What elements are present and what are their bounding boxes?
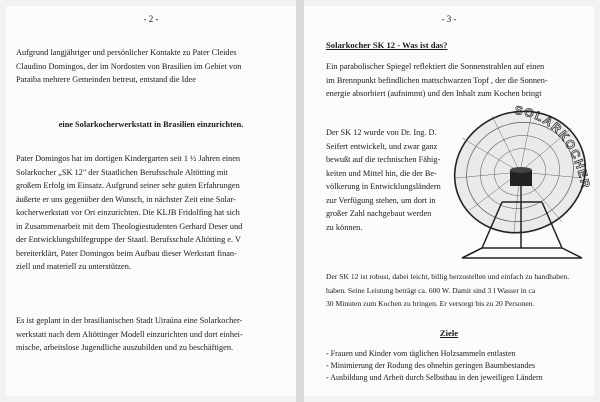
intro-line: Claudino Domingos, der im Nordosten von Brasilien im Gebiet von — [16, 61, 242, 71]
intro-line: energie absorbiert (aufnimmt) und den Inhalt zum Kochen bringt — [326, 89, 542, 98]
side-line: Der SK 12 wurde von Dr. Ing. D. — [326, 128, 437, 137]
side-line: völkerung in Entwicklungsländern — [326, 182, 441, 191]
figure-label-svg — [504, 102, 594, 212]
kindergarten-paragraph — [16, 152, 242, 274]
plan-paragraph — [16, 314, 243, 355]
paragraph-line: haben. Seine Leistung beträgt ca. 600 W. Damit sind 3 l Wasser in ca — [326, 285, 536, 295]
right-page — [304, 6, 594, 396]
robust-paragraph — [326, 270, 569, 311]
ziele-list — [326, 348, 543, 384]
page-number-left: - 2 - — [143, 14, 159, 24]
list-item: - Frauen und Kinder vom täglichen Holzsammeln entlasten — [326, 349, 516, 358]
intro-line: Paraiba mehrere Gemeinden betreut, entstand die Idee — [16, 75, 196, 84]
paragraph-line: großem Erfolg im Einsatz. Aufgrund seiner sehr guten Erfahrungen — [16, 181, 240, 190]
intro-paragraph — [16, 46, 241, 87]
paragraph-line: Pater Domingos hat im dortigen Kindergarten seit 1 ½ Jahren einen — [16, 154, 241, 163]
intro-line: Ein parabolischer Spiegel reflektiert die Sonnenstrahlen auf einen — [326, 62, 545, 71]
left-page — [6, 6, 296, 396]
intro-paragraph-right — [326, 60, 548, 101]
book-gutter — [296, 0, 304, 402]
intro-line: Aufgrund langjähriger und persönlicher Kontakte zu Pater Cleides — [16, 48, 237, 57]
side-line: bewußt auf die technischen Fähig- — [326, 155, 441, 164]
list-item: - Ausbildung und Arbeit durch Selbstbau in den jeweiligen Ländern — [326, 373, 543, 382]
paragraph-line: kocherwerkstatt vor Ort einzurichten. Die KLJB Fridolfing hat sich — [16, 208, 240, 217]
svg-text:SOLARKOCHER — [514, 103, 593, 190]
intro-line: im Brennpunkt befindlichen mattschwarzen Topf , der die Sonnen- — [326, 75, 548, 85]
list-item: - Minimierung der Rodung des ohnehin geringen Baumbestandes — [326, 361, 536, 370]
paragraph-line: der Entwicklungshilfegruppe der Staatl. Berufsschule Altötting e. V — [16, 235, 241, 244]
idea-heading: eine Solarkocherwerkstatt in Brasilien einzurichten. — [58, 120, 244, 129]
paragraph-line: mische, arbeitslose Jugendliche auszubilden und zu beschäftigen. — [16, 343, 234, 352]
paragraph-line: bereiterklärt, Pater Domingos beim Aufbau dieser Werkstatt finan- — [16, 248, 237, 258]
paragraph-line: Es ist geplant in der brasilianischen Stadt Uiraúna eine Solarkocher- — [16, 316, 243, 325]
paragraph-line: ziell und materiell zu unterstützen. — [16, 262, 131, 271]
figure-label: SOLARKOCHER — [513, 103, 593, 191]
side-line: zu können. — [326, 222, 363, 232]
side-line: keiten und Mittel hin, die der Be- — [326, 168, 437, 178]
section-heading: Solarkocher SK 12 - Was ist das? — [326, 40, 448, 50]
paragraph-line: äußerte er uns gegenüber den Wunsch, in nächster Zeit eine Solar- — [16, 194, 236, 204]
paragraph-line: 30 Minuten zum Kochen zu bringen. Er versorgt bis zu 20 Personen. — [326, 299, 535, 308]
side-paragraph — [326, 126, 441, 234]
side-line: Seifert entwickelt, und zwar ganz — [326, 141, 438, 151]
paragraph-line: in Zusammenarbeit mit dem Theologiestudenten Gerhard Deser und — [16, 221, 243, 231]
side-line: zur Verfügung stehen, um dort in — [326, 195, 436, 205]
paragraph-line: Solarkocher „SK 12" der Staatlichen Berufsschule Altötting mit — [16, 167, 228, 177]
side-line: großer Zahl nachgebaut werden — [326, 209, 432, 218]
ziele-heading: Ziele — [439, 328, 459, 338]
paragraph-line: Der SK 12 ist robust, dabei leicht, billig herzustellen und einfach zu handhaben. — [326, 272, 570, 281]
paragraph-line: werkstatt nach dem Altöttinger Modell einzurichten und dort einhei- — [16, 329, 243, 339]
page-number-right: - 3 - — [441, 14, 457, 24]
